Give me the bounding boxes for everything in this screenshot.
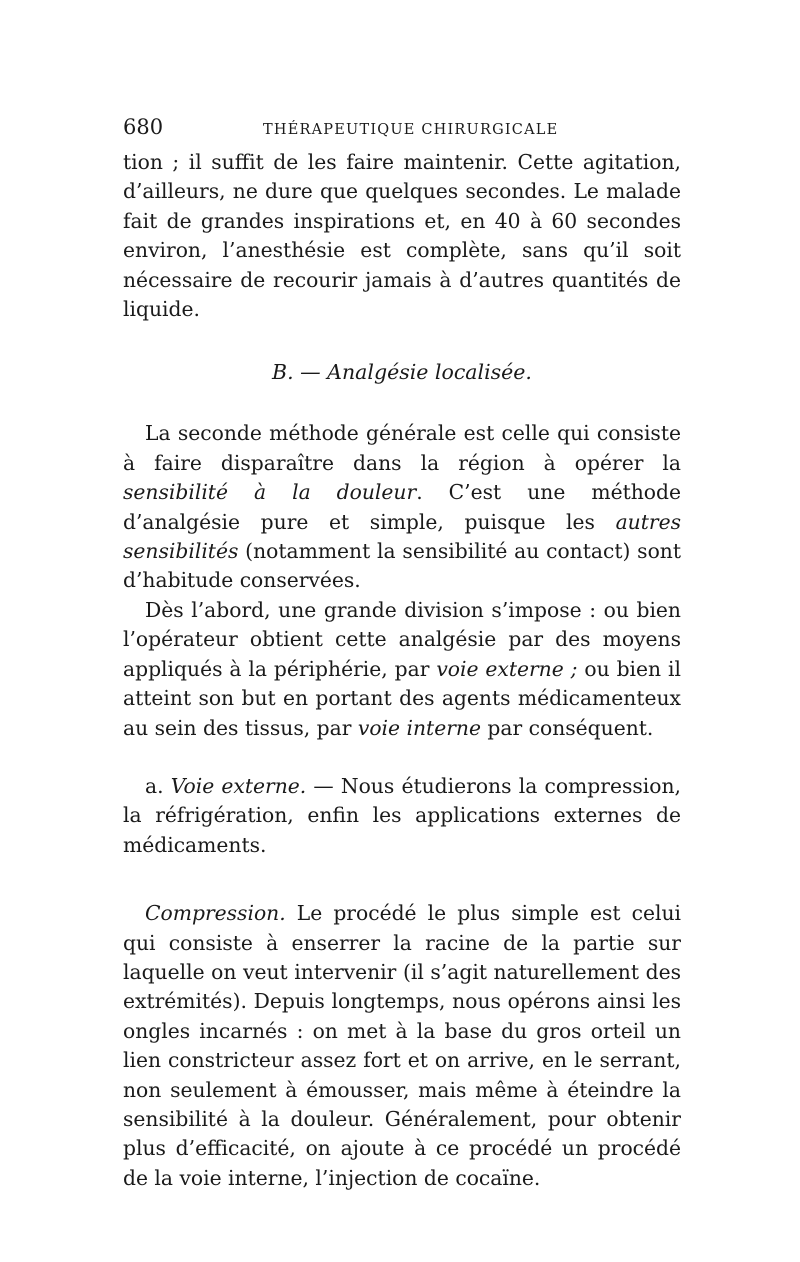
emphasis-voie-externe: voie externe ; — [436, 656, 578, 681]
text-run: Dès l’abord, une grande division s’impose : ou bien l’opérateur obtient cette analgésie par des moyens appliqués à la périphérie, par — [123, 597, 681, 681]
text-run: ou bien il atteint son but en portant des agents médicamenteux au sein des tissus, par — [123, 656, 681, 740]
running-header — [123, 112, 681, 142]
subheading-compression: Compression. — [145, 901, 286, 926]
text-run: par conséquent. — [480, 715, 654, 740]
paragraph-analgesie — [123, 419, 681, 595]
text-run: a. — [145, 773, 171, 798]
book-page — [123, 112, 681, 1193]
section-heading: B. — Analgésie localisée. — [272, 360, 532, 385]
text-run: . C’est une méthode d’analgésie pure et simple, puisque les — [123, 480, 681, 534]
emphasis-voie-interne: voie interne — [357, 715, 481, 740]
paragraph-voie-externe — [123, 772, 681, 860]
page-number: 680 — [123, 115, 164, 139]
text-run: — Nous étudierons la compression, la réfrigération, enfin les applications externes de médicaments. — [123, 773, 681, 857]
subheading-voie-externe: Voie externe. — [170, 773, 307, 798]
emphasis-sensibilite-douleur: sensibilité à la douleur — [123, 480, 417, 505]
paragraph-compression — [123, 899, 681, 1193]
paragraph-continued: tion ; il suffit de les faire maintenir. Cette agitation, d’ailleurs, ne dure que quelques secondes. Le malade fait de grandes inspirations et, en 40 à 60 secondes environ, l’anesthésie est complète, sans qu’il soit nécessaire de recourir jamais à d’autres quantités de liquide. — [123, 150, 681, 322]
paragraph-division — [123, 596, 681, 743]
emphasis-autres-sensibilites: autres sensibilités — [123, 509, 681, 564]
text-run: (notamment la sensibilité au contact) sont d’habitude conservées. — [123, 539, 681, 593]
text-run: La seconde méthode générale est celle qui consiste à faire disparaître dans la région à opérer la — [123, 421, 681, 475]
body-text — [123, 148, 681, 1193]
text-run: Le procédé le plus simple est celui qui consiste à enserrer la racine de la partie sur laquelle on veut intervenir (il s’agit naturellement des extrémités). Depuis longtemps, nous opérons ainsi les ongles incarnés : on met à la base du gros orteil un lien constricteur assez fort et on arrive, en le serrant, non seulement à émousser, mais même à éteindre la sensibilité à la douleur. Généralement, pour obtenir plus d’efficacité, on ajoute à ce procédé un procédé de la voie interne, l’injection de cocaïne. — [123, 901, 681, 1190]
running-title: THÉRAPEUTIQUE CHIRURGICALE — [263, 122, 559, 138]
